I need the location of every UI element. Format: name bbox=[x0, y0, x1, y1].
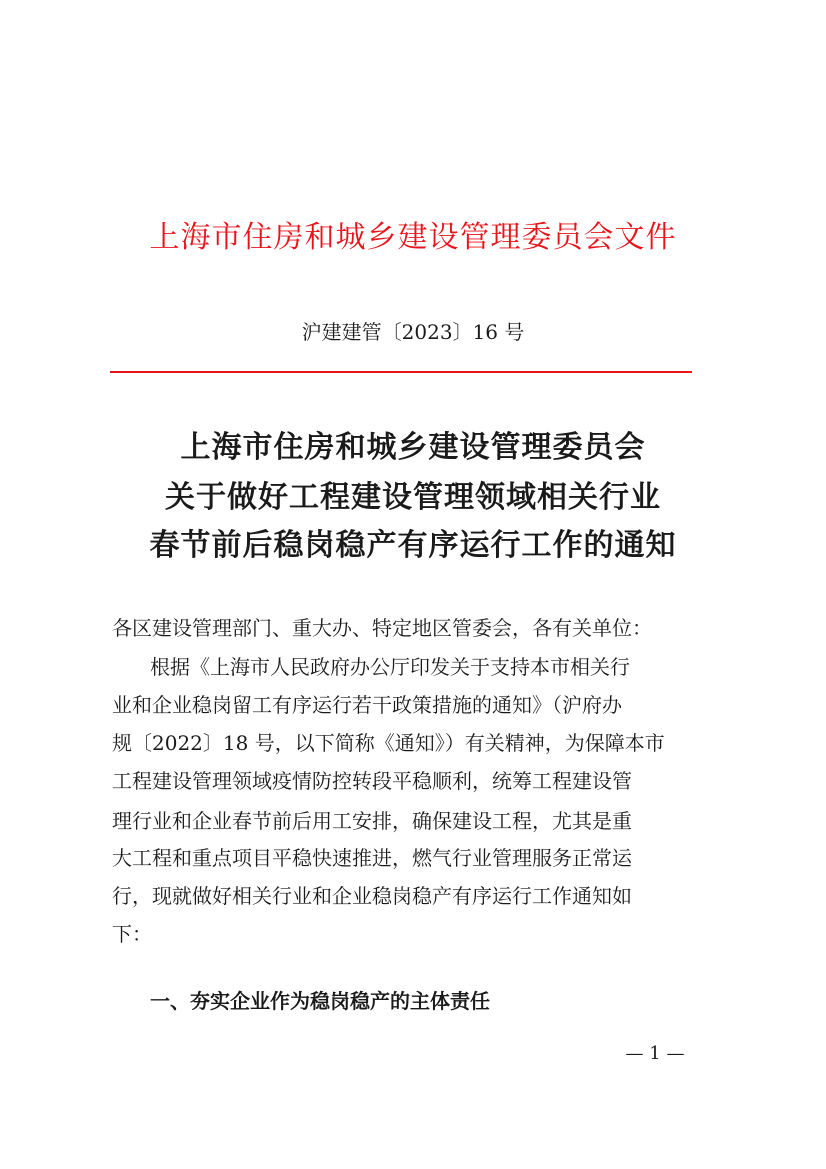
body-line: 规〔2022〕18 号，以下简称《通知》）有关精神，为保障本市 bbox=[112, 731, 665, 755]
salutation: 各区建设管理部门、重大办、特定地区管委会，各有关单位： bbox=[112, 616, 652, 640]
page-number: — 1 — bbox=[625, 1043, 685, 1064]
section-heading-1: 一、夯实企业作为稳岗稳产的主体责任 bbox=[150, 989, 490, 1013]
body-line: 工程建设管理领域疫情防控转段平稳顺利，统筹工程建设管 bbox=[112, 769, 632, 793]
body-line: 理行业和企业春节前后用工安排，确保建设工程，尤其是重 bbox=[112, 809, 632, 833]
body-line: 业和企业稳岗留工有序运行若干政策措施的通知》（沪府办 bbox=[112, 693, 622, 717]
title-line-2: 关于做好工程建设管理领域相关行业 bbox=[165, 480, 661, 515]
document-number: 沪建建管〔2023〕16 号 bbox=[301, 320, 525, 344]
title-line-3: 春节前后稳岗稳产有序运行工作的通知 bbox=[149, 528, 677, 563]
issuer-header: 上海市住房和城乡建设管理委员会文件 bbox=[149, 220, 677, 255]
title-line-1: 上海市住房和城乡建设管理委员会 bbox=[180, 430, 646, 465]
body-line: 下： bbox=[112, 922, 152, 946]
body-line: 行，现就做好相关行业和企业稳岗稳产有序运行工作通知如 bbox=[112, 884, 632, 908]
body-line: 根据《上海市人民政府办公厅印发关于支持本市相关行 bbox=[150, 655, 630, 679]
red-divider-line bbox=[110, 371, 692, 373]
body-line: 大工程和重点项目平稳快速推进，燃气行业管理服务正常运 bbox=[112, 846, 632, 870]
